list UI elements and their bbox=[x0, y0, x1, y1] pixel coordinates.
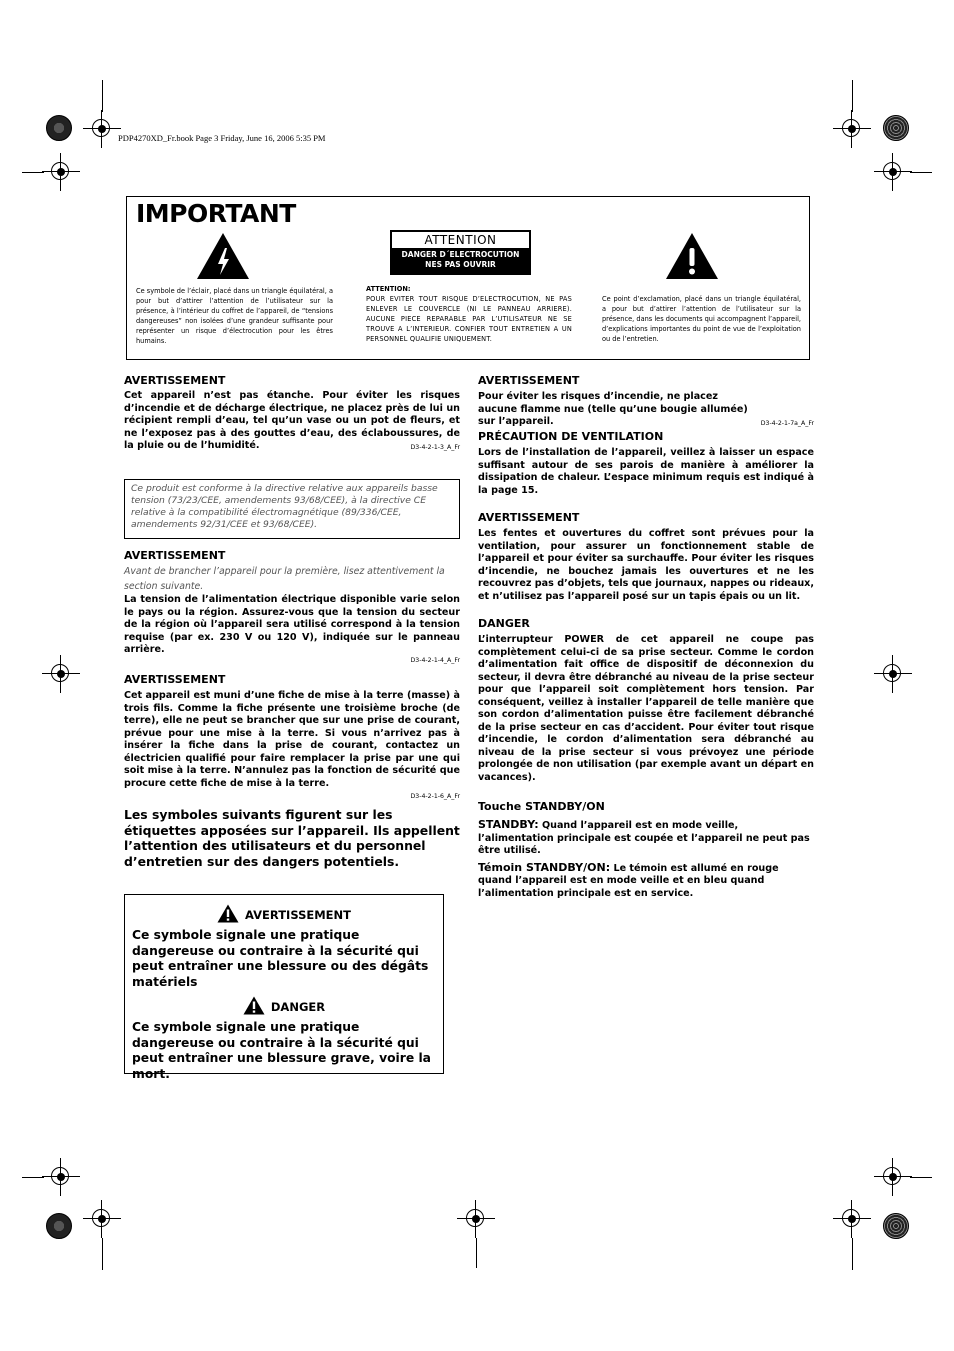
attention-explanation-text: POUR EVITER TOUT RISQUE D’ELECTROCUTION, NE PAS ENLEVER LE COUVERCLE (NI LE PANNEAU ARRIERE). AUCUNE PIECE REPARABLE PAR L’UTILISATEUR NE SE TROUVE A L’INTERIEUR. CONFIER TOUT ENTRETIEN A UN PERSONNEL QUALIFIE UNIQUEMENT. bbox=[366, 295, 572, 343]
section-heading: Touche STANDBY/ON bbox=[478, 800, 605, 813]
left-section-2 bbox=[124, 549, 460, 664]
symbols-intro bbox=[124, 807, 460, 869]
lightning-explanation: Ce symbole de l’éclair, placé dans un triangle équilatéral, a pour but d’attirer l’attention de l’utilisateur sur la présence, à l’intérieur du coffret de l’appareil, de “tensions dangereuses” non isolées d’une grandeur suffisante pour représenter un risque d’électrocution pour les êtres humains. bbox=[136, 287, 333, 345]
standby-label: STANDBY: bbox=[478, 818, 539, 831]
right-section-4 bbox=[478, 617, 814, 784]
right-section-2 bbox=[478, 430, 814, 497]
attention-label bbox=[390, 230, 531, 275]
reference-code: D3-4-2-1-6_A_Fr bbox=[410, 793, 460, 800]
section-text: Lors de l’installation de l’appareil, veillez à laisser un espace suffisant autour de ses parois de manière à améliorer la dissipation de chaleur. L’espace minimum requis est indiqué à la page 15. bbox=[478, 447, 814, 496]
crop-mark-icon bbox=[48, 1164, 74, 1190]
ce-conformity-text: Ce produit est conforme à la directive relative aux appareils basse tension (73/23/CEE, amendements 93/68/CEE), à la directive CE relative à la compatibilité électromagnétique (89/336/CEE, amendements 92/31/CEE et 93/68/CEE). bbox=[131, 483, 438, 530]
crop-mark-icon bbox=[89, 1206, 115, 1232]
crop-line bbox=[910, 1177, 932, 1178]
reference-code: D3-4-2-1-7a_A_Fr bbox=[760, 419, 814, 427]
section-text: Cet appareil est muni d’une fiche de mise à la terre (masse) à trois fils. Comme la fiche présente une troisième broche (de terre), elle ne peut se brancher que sur une prise de courant, prévue pour une mise à la terre. Si vous n’arrivez pas à insérer la fiche dans la prise de courant, contactez un électricien qualifié pour faire remplacer la prise par une qui soit mise à la terre. N’annulez pas la fonction de sécurité que procure cette fiche de mise à la terre. bbox=[124, 690, 460, 789]
crop-mark-icon bbox=[48, 159, 74, 185]
section-text: Les fentes et ouvertures du coffret sont prévues pour la ventilation, pour assurer un fonctionnement stable de l’appareil et pour éviter sa surchauffe. Pour éviter les risques d’incendie, ne bouchez jamais les ouvertures et ne les recouvrez pas d’objets, tels que journaux, nappes ou rideaux, et n’utilisez pas l’appareil posé sur un tapis épais ou un lit. bbox=[478, 528, 814, 602]
ce-conformity-box bbox=[124, 479, 460, 539]
crop-mark-icon bbox=[880, 1164, 906, 1190]
symbols-intro-text: Les symboles suivants figurent sur les étiquettes apposées sur l’appareil. Ils appellent l’attention des utilisateurs et du personnel d’entretien sur des dangers potentiels. bbox=[124, 807, 460, 869]
exclamation-explanation: Ce point d’exclamation, placé dans un triangle équilatéral, a pour but d’attirer l’attention de l’utilisateur sur la présence, dans les documents qui accompagnent l’appareil, d’explications importantes du point de vue de l’exploitation ou de l’entretien. bbox=[602, 295, 801, 343]
crop-line bbox=[852, 1238, 853, 1270]
reference-code: D3-4-2-1-3_A_Fr bbox=[410, 443, 460, 451]
section-heading: AVERTISSEMENT bbox=[124, 549, 226, 562]
crop-line bbox=[102, 1238, 103, 1270]
legend-warning-label: AVERTISSEMENT bbox=[244, 908, 351, 922]
left-section-3 bbox=[124, 673, 460, 800]
section-text: L’interrupteur POWER de cet appareil ne coupe pas complètement celui-ci de sa prise secteur. Comme le cordon d’alimentation fait office de dispositif de déconnexion du secteur, il devra être débranché au niveau de la prise secteur pour que l’appareil soit complètement hors tension. Par conséquent, veillez à installer l’appareil de telle manière que son cordon d’alimentation puisse être facilement débranché de la prise secteur en cas d’accident. Pour éviter tout risque d’incendie, le cordon d’alimentation sera débranché au niveau de la prise secteur si vous prévoyez une période prolongée de non utilisation (par exemple avant un départ en vacances). bbox=[478, 634, 814, 783]
legend-danger-label: DANGER bbox=[270, 1000, 326, 1014]
right-section-1 bbox=[478, 374, 814, 427]
section-heading: PRÉCAUTION DE VENTILATION bbox=[478, 430, 664, 443]
legend-danger-text: Ce symbole signale une pratique dangereuse ou contraire à la sécurité qui peut entraîner une blessure grave, voire la mort. bbox=[132, 1020, 431, 1081]
section-text: Cet appareil n’est pas étanche. Pour éviter les risques d’incendie et de décharge électrique, ne placez près de lui un récipient rempli d’eau, tel qu’un vase ou un pot de fleurs, et ne l’exposez pas à des gouttes d’eau, des éclaboussures, de la pluie ou de l’humidité. bbox=[124, 390, 460, 451]
registration-target-icon bbox=[883, 115, 909, 141]
lightning-warning-icon bbox=[196, 232, 250, 280]
crop-line bbox=[22, 172, 44, 173]
warning-triangle-icon bbox=[243, 996, 265, 1015]
crop-mark-icon bbox=[839, 1206, 865, 1232]
section-heading: AVERTISSEMENT bbox=[478, 511, 580, 524]
temoin-text: Le témoin est allumé en rouge quand l’appareil est en mode veille et en bleu quand l’alimentation principale est en service. bbox=[478, 862, 779, 899]
important-box bbox=[126, 196, 810, 360]
right-section-5 bbox=[478, 800, 814, 900]
section-text: Pour éviter les risques d’incendie, ne placez aucune flamme nue (telle qu’une bougie allumée) sur l’appareil. bbox=[478, 391, 748, 427]
crop-mark-icon bbox=[839, 116, 865, 142]
crop-line bbox=[852, 80, 853, 112]
attention-explanation-title: ATTENTION: bbox=[366, 285, 411, 293]
section-heading: AVERTISSEMENT bbox=[124, 673, 226, 686]
crop-line bbox=[102, 80, 103, 112]
crop-mark-icon bbox=[880, 661, 906, 687]
exclamation-warning-icon bbox=[665, 232, 719, 280]
reference-code: D3-4-2-1-4_A_Fr bbox=[410, 656, 460, 664]
section-heading: DANGER bbox=[478, 617, 530, 630]
right-section-3 bbox=[478, 511, 814, 603]
section-heading: AVERTISSEMENT bbox=[478, 374, 580, 387]
attention-label-line2: NES PAS OUVRIR bbox=[425, 260, 496, 269]
temoin-label: Témoin STANDBY/ON: bbox=[478, 860, 611, 874]
symbol-legend-box bbox=[124, 894, 444, 1081]
attention-label-danger bbox=[391, 250, 530, 270]
registration-target-icon bbox=[46, 1213, 72, 1239]
crop-mark-icon bbox=[463, 1206, 489, 1232]
crop-line bbox=[22, 1177, 44, 1178]
section-italic-note: Avant de brancher l’appareil pour la première, lisez attentivement la section suivante. bbox=[124, 566, 445, 592]
legend-warning-heading bbox=[125, 904, 443, 923]
print-header: PDP4270XD_Fr.book Page 3 Friday, June 16, 2006 5:35 PM bbox=[118, 133, 326, 143]
left-section-1 bbox=[124, 374, 460, 451]
temoin-description bbox=[478, 862, 814, 901]
attention-label-line1: DANGER D´ELECTROCUTION bbox=[401, 250, 520, 259]
registration-target-icon bbox=[46, 115, 72, 141]
legend-danger-heading bbox=[125, 996, 443, 1015]
crop-line bbox=[476, 1238, 477, 1268]
standby-description bbox=[478, 819, 814, 858]
legend-warning-text: Ce symbole signale une pratique dangereuse ou contraire à la sécurité qui peut entraîner une blessure ou des dégâts matériels bbox=[132, 928, 429, 989]
important-title: IMPORTANT bbox=[136, 199, 296, 228]
attention-label-title: ATTENTION bbox=[392, 232, 529, 248]
section-heading: AVERTISSEMENT bbox=[124, 374, 226, 387]
crop-mark-icon bbox=[89, 116, 115, 142]
crop-mark-icon bbox=[48, 661, 74, 687]
section-text: La tension de l’alimentation électrique disponible varie selon le pays ou la région. Assurez-vous que la tension du secteur de la région où l’appareil sera utilisé correspond à la tension requise (par ex. 230 V ou 120 V), indiquée sur le panneau arrière. bbox=[124, 594, 460, 655]
attention-explanation bbox=[366, 284, 572, 344]
registration-target-icon bbox=[883, 1213, 909, 1239]
standby-text: Quand l’appareil est en mode veille, l’alimentation principale est coupée et l’appareil ne peut pas être utilisé. bbox=[478, 820, 810, 856]
warning-triangle-icon bbox=[217, 904, 239, 923]
crop-mark-icon bbox=[880, 159, 906, 185]
crop-line bbox=[910, 172, 932, 173]
